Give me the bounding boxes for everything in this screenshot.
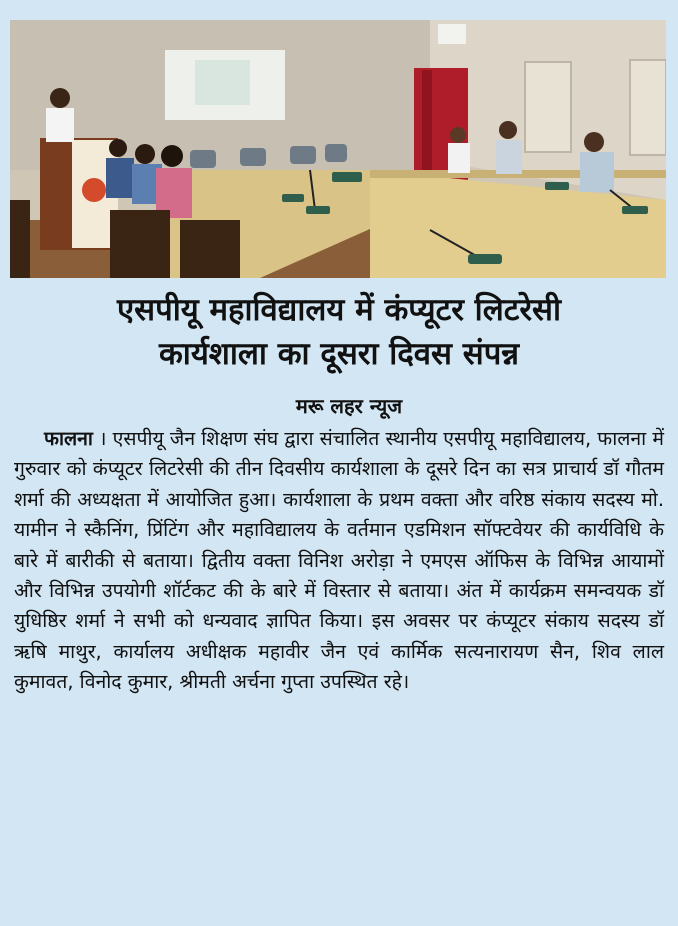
headline [0,288,678,376]
article-text: । एसपीयू जैन शिक्षण संघ द्वारा संचालित स्थानीय एसपीयू महाविद्यालय, फालना में गुरुवार को कंप्यूटर लिटरेसी की तीन दिवसीय कार्यशाला के दूसरे दिन का सत्र प्राचार्य डॉ गौतम शर्मा की अध्यक्षता में आयोजित हुआ। कार्यशाला के प्रथम वक्ता और वरिष्ठ संकाय सदस्य मो. यामीन ने स्कैनिंग, प्रिंटिंग और महाविद्यालय के वर्तमान एडमिशन सॉफ्टवेयर की कार्यविधि के बारे में बारीकी से बताया। द्वितीय वक्ता विनिश अरोड़ा ने एमएस ऑफिस के विभिन्न आयामों और विभिन्न उपयोगी शॉर्टकट की के बारे में विस्तार से बताया। अंत में कार्यक्रम समन्वयक डॉ युधिष्ठिर शर्मा ने सभी को धन्यवाद ज्ञापित किया। इस अवसर पर कंप्यूटर संकाय सदस्य डॉ ऋषि माथुर, कार्यालय अधीक्षक महावीर जैन एवं कार्मिक सत्यनारायण सैन, शिव लाल कुमावत, विनोद कुमार, श्रीमती अर्चना गुप्ता उपस्थित रहे। [14,427,664,694]
article-body [14,424,664,698]
dateline: फालना [44,427,93,450]
byline: मरू लहर न्यूज [295,394,403,418]
headline-line-2: कार्यशाला का दूसरा दिवस संपन्न [158,336,520,372]
news-photo [10,20,666,278]
headline-line-1: एसपीयू महाविद्यालय में कंप्यूटर लिटरेसी [116,292,562,328]
